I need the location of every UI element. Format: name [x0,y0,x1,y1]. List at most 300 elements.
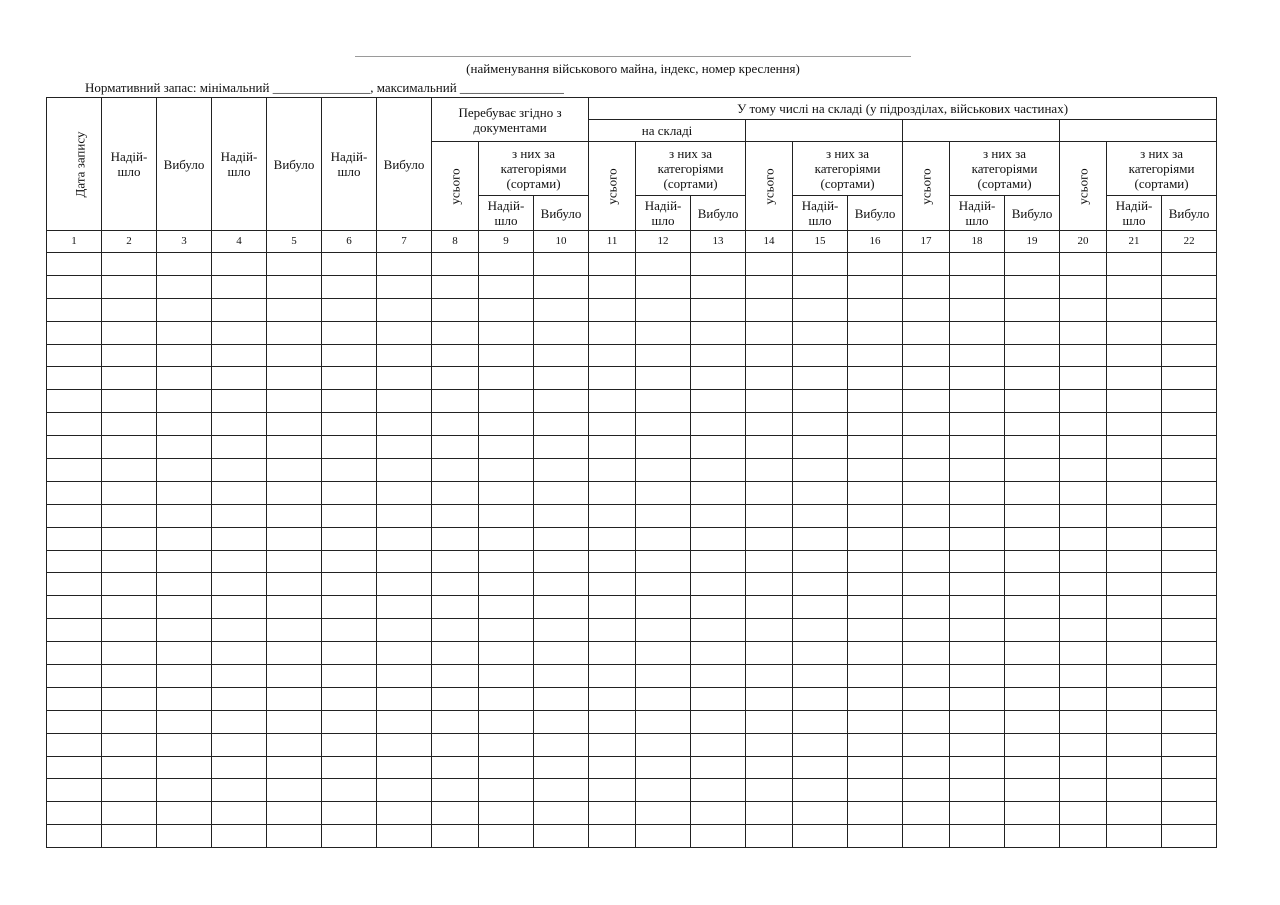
entry-cell[interactable] [47,459,102,482]
entry-cell[interactable] [848,436,903,459]
entry-cell[interactable] [1005,527,1060,550]
entry-cell[interactable] [1107,436,1162,459]
entry-cell[interactable] [950,756,1005,779]
entry-cell[interactable] [1162,321,1217,344]
entry-cell[interactable] [636,390,691,413]
entry-cell[interactable] [1005,298,1060,321]
entry-cell[interactable] [1162,390,1217,413]
entry-cell[interactable] [636,665,691,688]
entry-cell[interactable] [479,642,534,665]
entry-cell[interactable] [636,802,691,825]
entry-cell[interactable] [636,344,691,367]
entry-cell[interactable] [102,298,157,321]
entry-cell[interactable] [1005,481,1060,504]
entry-cell[interactable] [102,550,157,573]
entry-cell[interactable] [157,733,212,756]
entry-cell[interactable] [793,642,848,665]
entry-cell[interactable] [950,642,1005,665]
entry-cell[interactable] [102,596,157,619]
entry-cell[interactable] [589,619,636,642]
entry-cell[interactable] [1060,390,1107,413]
entry-cell[interactable] [848,321,903,344]
entry-cell[interactable] [950,825,1005,848]
entry-cell[interactable] [1005,504,1060,527]
entry-cell[interactable] [1060,825,1107,848]
entry-cell[interactable] [950,413,1005,436]
entry-cell[interactable] [1005,413,1060,436]
entry-cell[interactable] [322,298,377,321]
entry-cell[interactable] [267,687,322,710]
entry-cell[interactable] [1162,298,1217,321]
entry-cell[interactable] [534,825,589,848]
entry-cell[interactable] [267,642,322,665]
entry-cell[interactable] [377,321,432,344]
entry-cell[interactable] [1005,253,1060,276]
entry-cell[interactable] [636,481,691,504]
entry-cell[interactable] [793,733,848,756]
entry-cell[interactable] [432,344,479,367]
entry-cell[interactable] [589,573,636,596]
entry-cell[interactable] [848,642,903,665]
entry-cell[interactable] [691,436,746,459]
entry-cell[interactable] [479,550,534,573]
entry-cell[interactable] [47,642,102,665]
entry-cell[interactable] [479,733,534,756]
entry-cell[interactable] [746,756,793,779]
entry-cell[interactable] [589,527,636,550]
entry-cell[interactable] [47,436,102,459]
entry-cell[interactable] [691,527,746,550]
entry-cell[interactable] [479,436,534,459]
entry-cell[interactable] [534,687,589,710]
entry-cell[interactable] [377,779,432,802]
entry-cell[interactable] [793,275,848,298]
entry-cell[interactable] [534,481,589,504]
entry-cell[interactable] [950,687,1005,710]
entry-cell[interactable] [102,413,157,436]
entry-cell[interactable] [102,825,157,848]
entry-cell[interactable] [950,298,1005,321]
entry-cell[interactable] [793,459,848,482]
entry-cell[interactable] [432,459,479,482]
entry-cell[interactable] [1060,596,1107,619]
entry-cell[interactable] [47,367,102,390]
entry-cell[interactable] [1005,756,1060,779]
entry-cell[interactable] [534,321,589,344]
entry-cell[interactable] [479,367,534,390]
entry-cell[interactable] [636,687,691,710]
entry-cell[interactable] [212,802,267,825]
entry-cell[interactable] [950,344,1005,367]
entry-cell[interactable] [377,481,432,504]
entry-cell[interactable] [746,642,793,665]
entry-cell[interactable] [479,710,534,733]
entry-cell[interactable] [1162,802,1217,825]
entry-cell[interactable] [1060,802,1107,825]
entry-cell[interactable] [479,619,534,642]
entry-cell[interactable] [377,550,432,573]
entry-cell[interactable] [1162,665,1217,688]
entry-cell[interactable] [691,253,746,276]
entry-cell[interactable] [267,481,322,504]
entry-cell[interactable] [589,710,636,733]
entry-cell[interactable] [589,550,636,573]
entry-cell[interactable] [267,413,322,436]
entry-cell[interactable] [1107,550,1162,573]
entry-cell[interactable] [322,344,377,367]
entry-cell[interactable] [903,802,950,825]
entry-cell[interactable] [322,481,377,504]
entry-cell[interactable] [479,756,534,779]
entry-cell[interactable] [903,733,950,756]
entry-cell[interactable] [636,733,691,756]
entry-cell[interactable] [479,459,534,482]
entry-cell[interactable] [1005,619,1060,642]
entry-cell[interactable] [589,298,636,321]
entry-cell[interactable] [903,779,950,802]
entry-cell[interactable] [1005,344,1060,367]
entry-cell[interactable] [746,504,793,527]
entry-cell[interactable] [267,298,322,321]
entry-cell[interactable] [1005,550,1060,573]
entry-cell[interactable] [793,596,848,619]
entry-cell[interactable] [534,413,589,436]
entry-cell[interactable] [212,459,267,482]
entry-cell[interactable] [1162,413,1217,436]
entry-cell[interactable] [691,504,746,527]
entry-cell[interactable] [157,481,212,504]
entry-cell[interactable] [322,665,377,688]
entry-cell[interactable] [746,550,793,573]
entry-cell[interactable] [1162,825,1217,848]
entry-cell[interactable] [102,504,157,527]
entry-cell[interactable] [322,802,377,825]
entry-cell[interactable] [377,367,432,390]
entry-cell[interactable] [903,550,950,573]
entry-cell[interactable] [1060,527,1107,550]
entry-cell[interactable] [793,390,848,413]
entry-cell[interactable] [534,275,589,298]
entry-cell[interactable] [691,665,746,688]
entry-cell[interactable] [1060,550,1107,573]
entry-cell[interactable] [746,687,793,710]
entry-cell[interactable] [157,642,212,665]
entry-cell[interactable] [1060,710,1107,733]
entry-cell[interactable] [746,527,793,550]
entry-cell[interactable] [746,275,793,298]
entry-cell[interactable] [691,367,746,390]
entry-cell[interactable] [479,779,534,802]
entry-cell[interactable] [102,321,157,344]
entry-cell[interactable] [377,390,432,413]
entry-cell[interactable] [903,253,950,276]
entry-cell[interactable] [589,321,636,344]
entry-cell[interactable] [322,710,377,733]
entry-cell[interactable] [950,321,1005,344]
entry-cell[interactable] [534,253,589,276]
entry-cell[interactable] [848,298,903,321]
entry-cell[interactable] [746,344,793,367]
entry-cell[interactable] [432,436,479,459]
entry-cell[interactable] [102,344,157,367]
entry-cell[interactable] [1107,665,1162,688]
entry-cell[interactable] [1162,253,1217,276]
entry-cell[interactable] [1107,413,1162,436]
entry-cell[interactable] [636,459,691,482]
entry-cell[interactable] [636,275,691,298]
entry-cell[interactable] [589,275,636,298]
entry-cell[interactable] [1005,665,1060,688]
entry-cell[interactable] [47,779,102,802]
entry-cell[interactable] [903,321,950,344]
entry-cell[interactable] [793,802,848,825]
entry-cell[interactable] [1162,481,1217,504]
entry-cell[interactable] [267,733,322,756]
entry-cell[interactable] [102,481,157,504]
entry-cell[interactable] [267,367,322,390]
entry-cell[interactable] [212,436,267,459]
entry-cell[interactable] [848,825,903,848]
entry-cell[interactable] [377,642,432,665]
entry-cell[interactable] [102,390,157,413]
entry-cell[interactable] [636,573,691,596]
entry-cell[interactable] [950,459,1005,482]
entry-cell[interactable] [848,344,903,367]
entry-cell[interactable] [102,573,157,596]
entry-cell[interactable] [267,596,322,619]
entry-cell[interactable] [267,321,322,344]
entry-cell[interactable] [479,298,534,321]
entry-cell[interactable] [848,573,903,596]
entry-cell[interactable] [47,573,102,596]
entry-cell[interactable] [636,436,691,459]
entry-cell[interactable] [903,436,950,459]
entry-cell[interactable] [432,642,479,665]
entry-cell[interactable] [432,550,479,573]
entry-cell[interactable] [903,756,950,779]
entry-cell[interactable] [432,321,479,344]
entry-cell[interactable] [950,275,1005,298]
entry-cell[interactable] [377,687,432,710]
entry-cell[interactable] [322,413,377,436]
entry-cell[interactable] [1107,344,1162,367]
entry-cell[interactable] [432,779,479,802]
entry-cell[interactable] [1005,367,1060,390]
entry-cell[interactable] [432,573,479,596]
entry-cell[interactable] [377,413,432,436]
entry-cell[interactable] [534,436,589,459]
entry-cell[interactable] [432,665,479,688]
entry-cell[interactable] [950,573,1005,596]
entry-cell[interactable] [534,298,589,321]
entry-cell[interactable] [589,687,636,710]
entry-cell[interactable] [322,550,377,573]
entry-cell[interactable] [793,687,848,710]
entry-cell[interactable] [1060,253,1107,276]
entry-cell[interactable] [47,413,102,436]
entry-cell[interactable] [589,253,636,276]
entry-cell[interactable] [589,367,636,390]
entry-cell[interactable] [479,687,534,710]
entry-cell[interactable] [1162,504,1217,527]
entry-cell[interactable] [102,687,157,710]
entry-cell[interactable] [267,390,322,413]
entry-cell[interactable] [479,825,534,848]
entry-cell[interactable] [1060,275,1107,298]
entry-cell[interactable] [432,481,479,504]
entry-cell[interactable] [691,321,746,344]
entry-cell[interactable] [102,253,157,276]
entry-cell[interactable] [848,733,903,756]
entry-cell[interactable] [903,275,950,298]
entry-cell[interactable] [377,710,432,733]
entry-cell[interactable] [212,504,267,527]
entry-cell[interactable] [793,550,848,573]
entry-cell[interactable] [267,619,322,642]
entry-cell[interactable] [267,344,322,367]
entry-cell[interactable] [793,825,848,848]
entry-cell[interactable] [322,779,377,802]
entry-cell[interactable] [793,344,848,367]
entry-cell[interactable] [322,733,377,756]
entry-cell[interactable] [589,756,636,779]
entry-cell[interactable] [1162,756,1217,779]
entry-cell[interactable] [589,504,636,527]
entry-cell[interactable] [157,321,212,344]
entry-cell[interactable] [47,298,102,321]
entry-cell[interactable] [589,459,636,482]
entry-cell[interactable] [746,298,793,321]
entry-cell[interactable] [212,642,267,665]
entry-cell[interactable] [848,710,903,733]
entry-cell[interactable] [636,367,691,390]
entry-cell[interactable] [903,665,950,688]
entry-cell[interactable] [746,367,793,390]
entry-cell[interactable] [377,596,432,619]
entry-cell[interactable] [157,825,212,848]
entry-cell[interactable] [746,413,793,436]
entry-cell[interactable] [1162,619,1217,642]
entry-cell[interactable] [157,459,212,482]
entry-cell[interactable] [212,253,267,276]
entry-cell[interactable] [636,527,691,550]
entry-cell[interactable] [746,390,793,413]
entry-cell[interactable] [322,825,377,848]
entry-cell[interactable] [1162,733,1217,756]
entry-cell[interactable] [1005,459,1060,482]
entry-cell[interactable] [1005,733,1060,756]
entry-cell[interactable] [1162,573,1217,596]
entry-cell[interactable] [746,596,793,619]
entry-cell[interactable] [534,665,589,688]
entry-cell[interactable] [1162,687,1217,710]
entry-cell[interactable] [1005,390,1060,413]
entry-cell[interactable] [157,756,212,779]
entry-cell[interactable] [691,756,746,779]
entry-cell[interactable] [691,459,746,482]
entry-cell[interactable] [636,550,691,573]
entry-cell[interactable] [950,504,1005,527]
entry-cell[interactable] [848,596,903,619]
entry-cell[interactable] [1060,665,1107,688]
entry-cell[interactable] [534,550,589,573]
entry-cell[interactable] [903,481,950,504]
entry-cell[interactable] [903,390,950,413]
entry-cell[interactable] [267,710,322,733]
entry-cell[interactable] [691,481,746,504]
entry-cell[interactable] [1005,825,1060,848]
entry-cell[interactable] [1107,802,1162,825]
entry-cell[interactable] [1107,459,1162,482]
entry-cell[interactable] [47,687,102,710]
entry-cell[interactable] [534,619,589,642]
entry-cell[interactable] [1107,710,1162,733]
entry-cell[interactable] [47,390,102,413]
entry-cell[interactable] [950,619,1005,642]
entry-cell[interactable] [1060,413,1107,436]
entry-cell[interactable] [534,527,589,550]
entry-cell[interactable] [1005,321,1060,344]
entry-cell[interactable] [691,733,746,756]
entry-cell[interactable] [322,459,377,482]
entry-cell[interactable] [377,459,432,482]
entry-cell[interactable] [322,253,377,276]
entry-cell[interactable] [212,413,267,436]
entry-cell[interactable] [432,687,479,710]
entry-cell[interactable] [950,527,1005,550]
entry-cell[interactable] [267,802,322,825]
entry-cell[interactable] [212,825,267,848]
entry-cell[interactable] [212,298,267,321]
entry-cell[interactable] [1107,825,1162,848]
entry-cell[interactable] [534,367,589,390]
entry-cell[interactable] [534,802,589,825]
entry-cell[interactable] [479,413,534,436]
entry-cell[interactable] [1005,275,1060,298]
entry-cell[interactable] [691,390,746,413]
entry-cell[interactable] [479,253,534,276]
entry-cell[interactable] [157,665,212,688]
entry-cell[interactable] [950,367,1005,390]
entry-cell[interactable] [589,596,636,619]
entry-cell[interactable] [950,390,1005,413]
entry-cell[interactable] [102,367,157,390]
entry-cell[interactable] [157,436,212,459]
entry-cell[interactable] [47,756,102,779]
entry-cell[interactable] [691,710,746,733]
entry-cell[interactable] [267,779,322,802]
entry-cell[interactable] [1107,275,1162,298]
entry-cell[interactable] [589,779,636,802]
entry-cell[interactable] [322,275,377,298]
entry-cell[interactable] [322,527,377,550]
entry-cell[interactable] [1107,390,1162,413]
entry-cell[interactable] [157,504,212,527]
entry-cell[interactable] [377,298,432,321]
entry-cell[interactable] [212,390,267,413]
entry-cell[interactable] [47,504,102,527]
entry-cell[interactable] [793,573,848,596]
entry-cell[interactable] [1162,779,1217,802]
entry-cell[interactable] [636,756,691,779]
entry-cell[interactable] [1005,642,1060,665]
entry-cell[interactable] [377,756,432,779]
entry-cell[interactable] [1107,642,1162,665]
entry-cell[interactable] [157,802,212,825]
entry-cell[interactable] [1060,459,1107,482]
entry-cell[interactable] [212,687,267,710]
entry-cell[interactable] [589,481,636,504]
